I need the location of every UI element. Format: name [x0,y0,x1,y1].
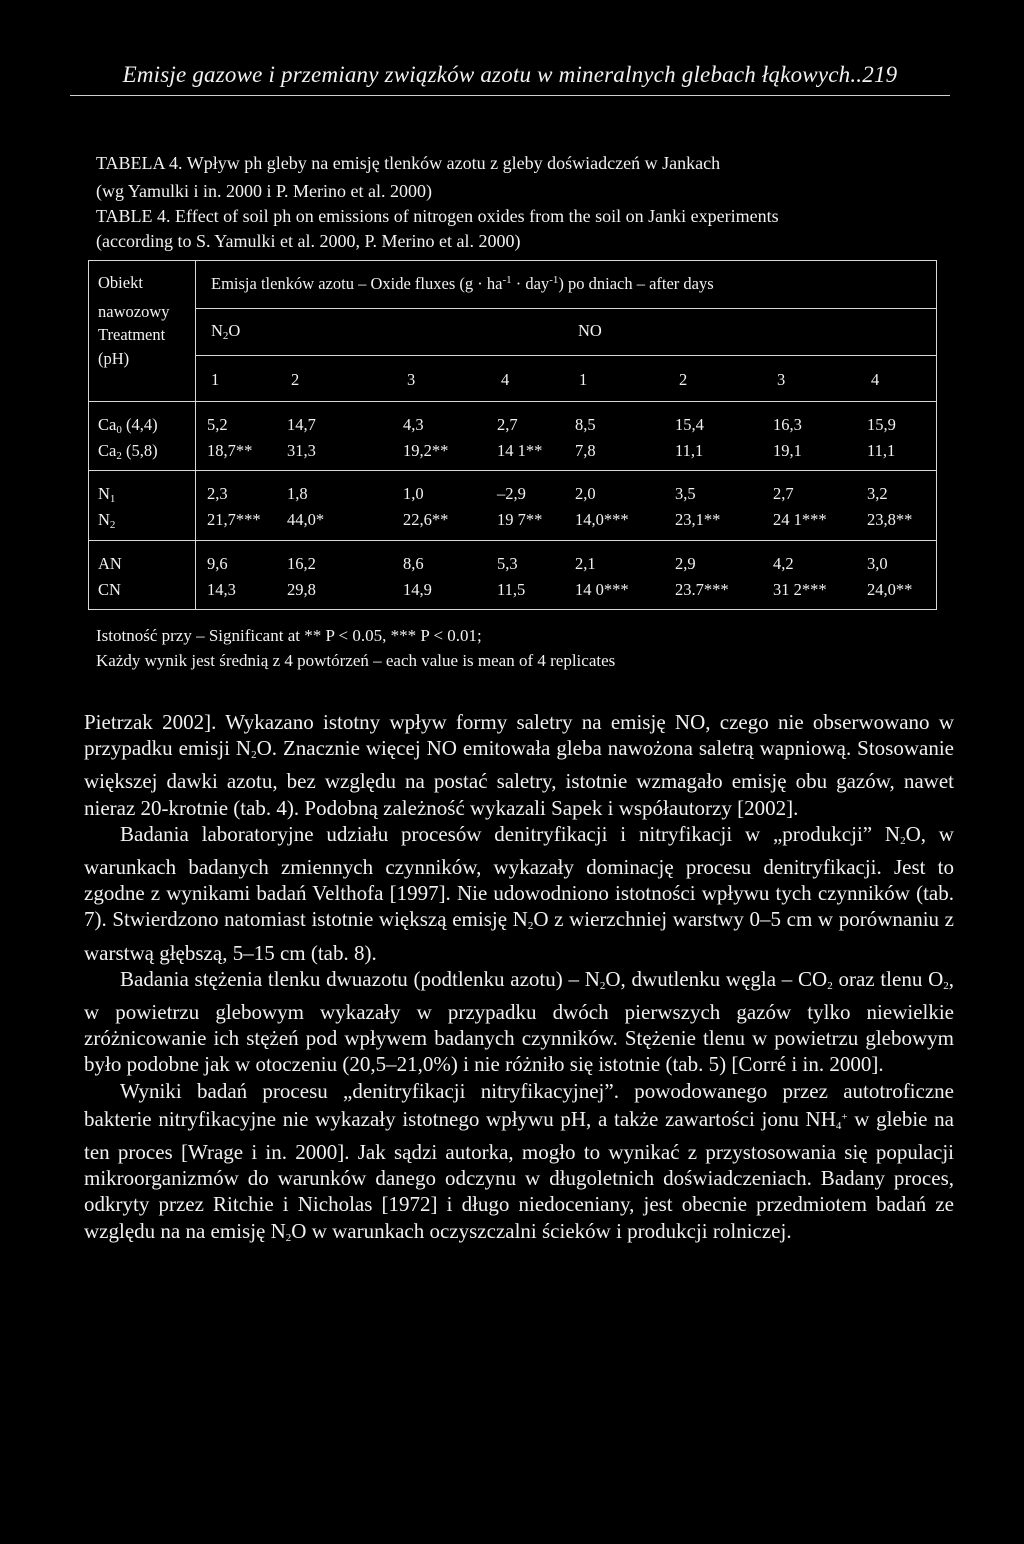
gas-header-no: NO [578,321,602,340]
text-run: O. Znacznie więcej NO emitowała gleba nawożona saletrą wapniową. Stosowanie większej dawki azotu, bez względu na postać saletry, istotnie wzmagało emisję obu gazów, nawet nieraz 20-krotnie (tab. 4). Podobną zależność wykazali Sapek i współautorzy [2002]. [84,736,954,820]
table-cell: 8,6 [403,554,424,573]
treatment-ph: (4,4) [121,415,158,434]
table-cell: 23.7*** [675,580,729,599]
subscript: 2 [251,749,257,762]
table-cell: 8,5 [575,415,596,434]
table-cell: 2,3 [207,484,228,503]
day-header: 1 [579,370,588,389]
treatment-label [98,484,115,505]
table-cell: 2,0 [575,484,596,503]
table-cell: 18,7** [207,441,253,460]
table-cell: 7,8 [575,441,596,460]
paragraph [84,821,954,966]
table-cell: 5,2 [207,415,228,434]
treatment-subscript: 0 [116,424,122,436]
group-header-prefix: Emisja tlenków azotu – Oxide fluxes (g · ha [211,274,503,293]
table-cell: 19 7** [497,510,543,529]
table-cell: 2,7 [773,484,794,503]
treatment-subscript: 1 [109,493,116,505]
body-text [84,709,954,1251]
text-run: Badania stężenia tlenku dwuazotu (podtlenku azotu) – N [120,966,600,991]
significance-note: Istotność przy – Significant at ** P < 0.05, *** P < 0.01; [96,626,482,645]
table-cell: 24,0** [867,580,913,599]
table-cell: 4,3 [403,415,424,434]
day-header: 3 [777,370,786,389]
treatment-symbol: N [98,484,110,503]
gas-symbol: O [228,321,241,340]
table-cell: 14 0*** [575,580,629,599]
table-cell: 1,8 [287,484,308,503]
table-divider [89,401,936,402]
table-cell: 3,5 [675,484,696,503]
subscript: 2 [285,1231,292,1244]
treatment-label [98,580,121,601]
table-cell: 16,2 [287,554,316,573]
table-cell: 29,8 [287,580,316,599]
group-header-exponent: -1 [549,274,559,286]
gas-subscript: 2 [222,330,229,342]
subscript: 2 [599,979,606,992]
treatment-symbol: Ca [98,441,117,460]
row-header-line: Obiekt [98,273,143,292]
table-cell: 1,0 [403,484,424,503]
treatment-symbol: AN [98,554,122,573]
table-cell: 2,7 [497,415,518,434]
table-cell: 23,8** [867,510,913,529]
replicates-note: Każdy wynik jest średnią z 4 powtórzeń – each value is mean of 4 replicates [96,651,616,670]
table-divider [195,355,936,356]
table-cell: 5,3 [497,554,518,573]
text-run: oraz tlenu O [832,966,944,991]
table-divider [89,470,936,471]
text-run: w glebie na ten proces [Wrage i in. 2000]. Jak sądzi autorka, mogło to wynikać z przystosowania się populacji mikroorganizmów do warunków danego odczynu w długoletnich doświadczeniach. Badany proces, odkryty przez Ritchie i Nicholas [1972] i długo niedoceniany, jest obecnie przedmiotem badań ze względu na na emisję N [84,1106,954,1243]
data-table [88,260,937,610]
table-cell: 24 1*** [773,510,827,529]
table-cell: 3,0 [867,554,888,573]
treatment-symbol: Ca [98,415,117,434]
treatment-subscript: 2 [109,519,116,531]
day-header: 4 [501,370,510,389]
group-header-mid: · day [511,274,550,293]
day-header: 4 [871,370,880,389]
treatment-label [98,441,158,462]
table-cell: 3,2 [867,484,888,503]
text-run: Wyniki badań procesu „denitryfikacji nitryfikacyjnej”. powodowanego przez autotroficzne bakterie nitryfikacyjne nie wykazały istotnego wpływu pH, a także zawartości jonu NH [84,1078,954,1131]
text-run: Badania laboratoryjne udziału procesów denitryfikacji i nitryfikacji w „produkcji” N [120,821,901,846]
group-header-exponent: -1 [502,274,512,286]
table-cell: 19,2** [403,441,449,460]
table-cell: 31,3 [287,441,316,460]
table-cell: 21,7*** [207,510,261,529]
table-cell: –2,9 [497,484,526,503]
table-divider [195,261,196,609]
table-cell: 14,9 [403,580,432,599]
table-cell: 19,1 [773,441,802,460]
subscript: 4 [835,1119,842,1132]
text-run: O, w warunkach badanych zmiennych czynników, wykazały dominację procesu denitryfikacji. Jest to zgodne z wynikami badań Velthofa [1997]. Nie udowodniono istotności wpływu tych czynników (tab. 7). Stwierdzono natomiast istotnie większą emisję N [84,821,954,932]
table-cell: 14,0*** [575,510,629,529]
table-cell: 9,6 [207,554,228,573]
subscript: 2 [900,834,906,847]
text-run: Pietrzak 2002]. Wykazano istotny wpływ formy saletry na emisję NO, czego nie obserwowano w przypadku emisji N [84,710,954,761]
table-cell: 23,1** [675,510,721,529]
table-cell: 2,9 [675,554,696,573]
table-cell: 14 1** [497,441,543,460]
running-header: Emisje gazowe i przemiany związków azotu w mineralnych glebach łąkowych..219 [122,62,898,87]
subscript: 2 [943,979,949,992]
day-header: 1 [211,370,220,389]
day-header: 2 [291,370,300,389]
table-cell: 14,3 [207,580,236,599]
table-cell: 11,1 [675,441,704,460]
caption-en-line1: TABLE 4. Effect of soil ph on emissions of nitrogen oxides from the soil on Janki experiments [96,206,779,226]
header-rule [70,95,950,96]
table-cell: 16,3 [773,415,802,434]
row-header-line: Treatment [98,325,166,344]
paragraph [84,1078,954,1251]
day-header: 3 [407,370,416,389]
treatment-label [98,554,122,575]
day-header: 2 [679,370,688,389]
gas-symbol: N [211,321,223,340]
text-run: O, dwutlenku węgla – CO [605,966,828,991]
table-cell: 11,5 [497,580,526,599]
treatment-label [98,415,158,436]
table-cell: 22,6** [403,510,449,529]
paragraph [84,709,954,821]
treatment-subscript: 2 [116,450,122,462]
subscript: 2 [827,979,833,992]
row-header-line: nawozowy [98,302,170,321]
superscript: + [841,1110,848,1123]
treatment-symbol: N [98,510,110,529]
text-run: O z wierzchniej warstwy 0–5 cm w porównaniu z warstwą głębszą, 5–15 cm (tab. 8). [84,907,954,965]
caption-pl-line1: TABELA 4. Wpływ ph gleby na emisję tlenków azotu z gleby doświadczeń w Jankach [96,153,721,173]
treatment-ph: (5,8) [121,441,158,460]
table-cell: 15,9 [867,415,896,434]
text-run: O w warunkach oczyszczalni ścieków i produkcji rolniczej. [291,1218,792,1243]
paragraph [84,966,954,1078]
group-header [211,274,714,294]
gas-header-n2o [211,321,240,342]
group-header-suffix: ) po dniach – after days [558,274,714,293]
subscript: 2 [527,920,534,933]
table-divider [89,540,936,541]
text-run: , w powietrzu glebowym wykazały w przypadku dwóch pierwszych gazów tylko niewielkie zróżnicowanie ich stężeń pod wpływem badanych czynników. Stężenie tlenu w powietrzu glebowym było podobne jak w otoczeniu (20,5–21,0%) i nie różniło się istotnie (tab. 5) [Corré i in. 2000]. [84,966,954,1077]
table-cell: 2,1 [575,554,596,573]
treatment-label [98,510,115,531]
table-divider [195,308,936,309]
caption-pl-line2: (wg Yamulki i in. 2000 i P. Merino et al. 2000) [96,181,432,201]
table-cell: 4,2 [773,554,794,573]
table-cell: 44,0* [287,510,325,529]
table-cell: 31 2*** [773,580,827,599]
table-cell: 15,4 [675,415,704,434]
treatment-symbol: CN [98,580,121,599]
row-header-line: (pH) [98,349,130,368]
caption-en-line2: (according to S. Yamulki et al. 2000, P. Merino et al. 2000) [96,231,521,251]
table-cell: 14,7 [287,415,316,434]
table-cell: 11,1 [867,441,896,460]
